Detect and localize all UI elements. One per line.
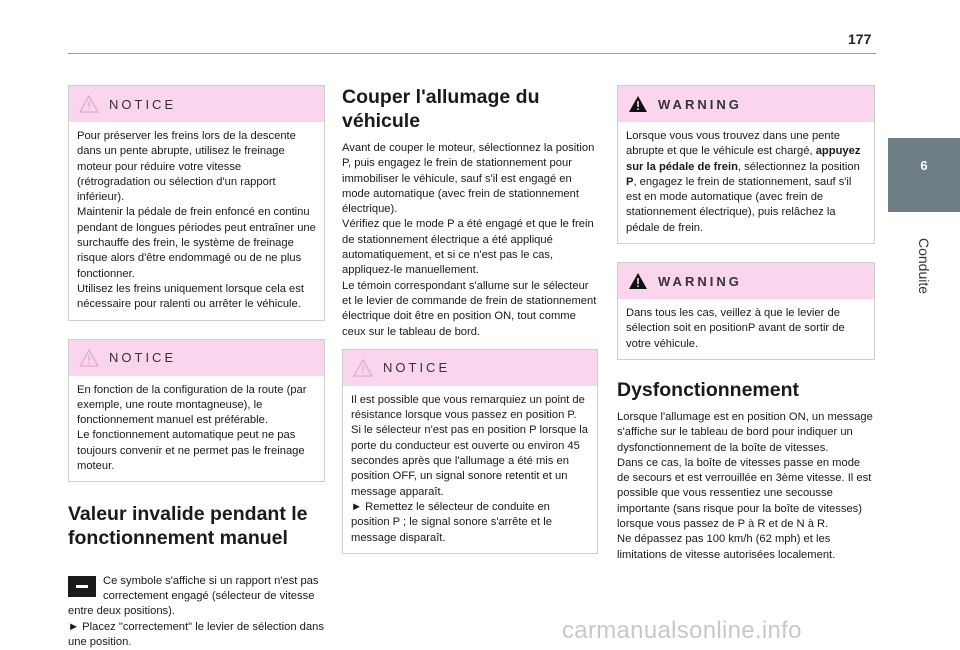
column-1 (68, 85, 325, 650)
notice-header (343, 350, 597, 386)
warning-text: Lorsque vous vous trouvez dans une pente abrupte et que le véhicule est chargé, appuyez sur la pédale de frein, sélectionnez la position P, engagez le frein de stationnement, sauf s'il est en mode automatique (avec frein de stationnement électrique), puis relâchez la pédale de frein. (626, 130, 861, 234)
invalid-gear-symbol-icon (68, 576, 96, 597)
warning-title: WARNING (658, 96, 742, 112)
warning-box-1 (617, 85, 875, 244)
notice-text: Il est possible que vous remarquiez un point de résistance lorsque vous passez en position P. Si le sélecteur n'est pas en position P lorsque la porte du conducteur est ouverte ou environ 45 secondes après que l'allumage a été mis en position OFF, un signal sonore retentit et un message apparaît. ► Remettez le sélecteur de conduite en position P ; le signal sonore s'arrête et le message disparaît. (351, 393, 589, 544)
warning-title: WARNING (658, 273, 742, 289)
warning-text: Dans tous les cas, veillez à que le levier de sélection soit en positionP avant de sortir de votre véhicule. (626, 307, 845, 350)
section-title-malfunction: Dysfonctionnement (617, 378, 800, 401)
warning-triangle-icon (628, 272, 648, 290)
notice-header (69, 86, 324, 122)
notice-title: NOTICE (383, 360, 451, 376)
section-text: Ce symbole s'affiche si un rapport n'est pas correctement engagé (sélecteur de vitesse entre deux positions). ► Placez "correctement" le levier de sélection dans une position. (68, 574, 324, 648)
notice-box-1 (68, 85, 325, 321)
column-2 (342, 85, 598, 572)
page-number: 177 (848, 31, 872, 47)
chapter-tab[interactable] (888, 138, 960, 212)
notice-text: En fonction de la configuration de la route (par exemple, une route montagneuse), le fonctionnement manuel est préférable. Le fonctionnement automatique peut ne pas toujours convenir et ne permet pas le freinage moteur. (77, 383, 307, 473)
notice-title: NOTICE (109, 350, 177, 366)
section-title-invalid-value: Valeur invalide pendant le fonctionnement manuel (68, 503, 308, 550)
section-title-ignition-off: Couper l'allumage du véhicule (342, 86, 540, 132)
notice-box-3 (342, 349, 598, 554)
watermark-text: carmanualsonline.info (562, 617, 802, 644)
warning-triangle-icon (628, 95, 648, 113)
section-text-ignition-off: Avant de couper le moteur, sélectionnez la position P, puis engagez le frein de stationnement pour immobiliser le véhicule, sauf s'il est engagé en mode automatique (avec frein de stationnement électrique). Vérifiez que le mode P a été engagé et que le frein de stationnement électrique a été appliqué automatiquement, et si ce n'est pas le cas, appliquez-le manuellement. Le témoin correspondant s'allume sur le sélecteur et le levier de commande de frein de stationnement électrique doit être en position ON, tout comme ceux sur le tableau de bord. (342, 142, 597, 338)
warning-header (618, 86, 874, 122)
column-3 (617, 85, 875, 563)
warning-header (618, 263, 874, 299)
caution-outline-icon (79, 95, 99, 113)
caution-outline-icon (79, 349, 99, 367)
caution-outline-icon (353, 359, 373, 377)
chapter-number: 6 (920, 158, 928, 173)
warning-box-2 (617, 262, 875, 360)
notice-text: Pour préserver les freins lors de la descente dans un pente abrupte, utilisez le freinage moteur pour réduire votre vitesse (rétrogradation ou sélection d'un rapport inférieur). Maintenir la pédale de frein enfoncé en continu pendant de longues périodes peut entraîner une surchauffe des frein, le système de freinage risque alors d'être endommagé ou de ne plus fonctionner. Utilisez les freins uniquement lorsque cela est nécessaire pour ralenti ou arrêter le véhicule. (77, 130, 316, 311)
notice-title: NOTICE (109, 96, 177, 112)
notice-box-2 (68, 339, 325, 483)
chapter-label: Conduite (916, 237, 932, 295)
section-text-invalid-value (68, 558, 325, 650)
header-rule (68, 53, 876, 54)
notice-header (69, 340, 324, 376)
section-text-malfunction: Lorsque l'allumage est en position ON, un message s'affiche sur le tableau de bord pour indiquer un dysfonctionnement de la boîte de vitesses. Dans ce cas, la boîte de vitesses passe en mode de secours et est verrouillée en 3ème vitesse. Il est possible que vous ressentiez une secousse importante (sans risque pour la boîte de vitesses) lorsque vous passez de P à R et de N à R. Ne dépassez pas 100 km/h (62 mph) et les limitations de vitesse autorisées localement. (617, 410, 873, 561)
